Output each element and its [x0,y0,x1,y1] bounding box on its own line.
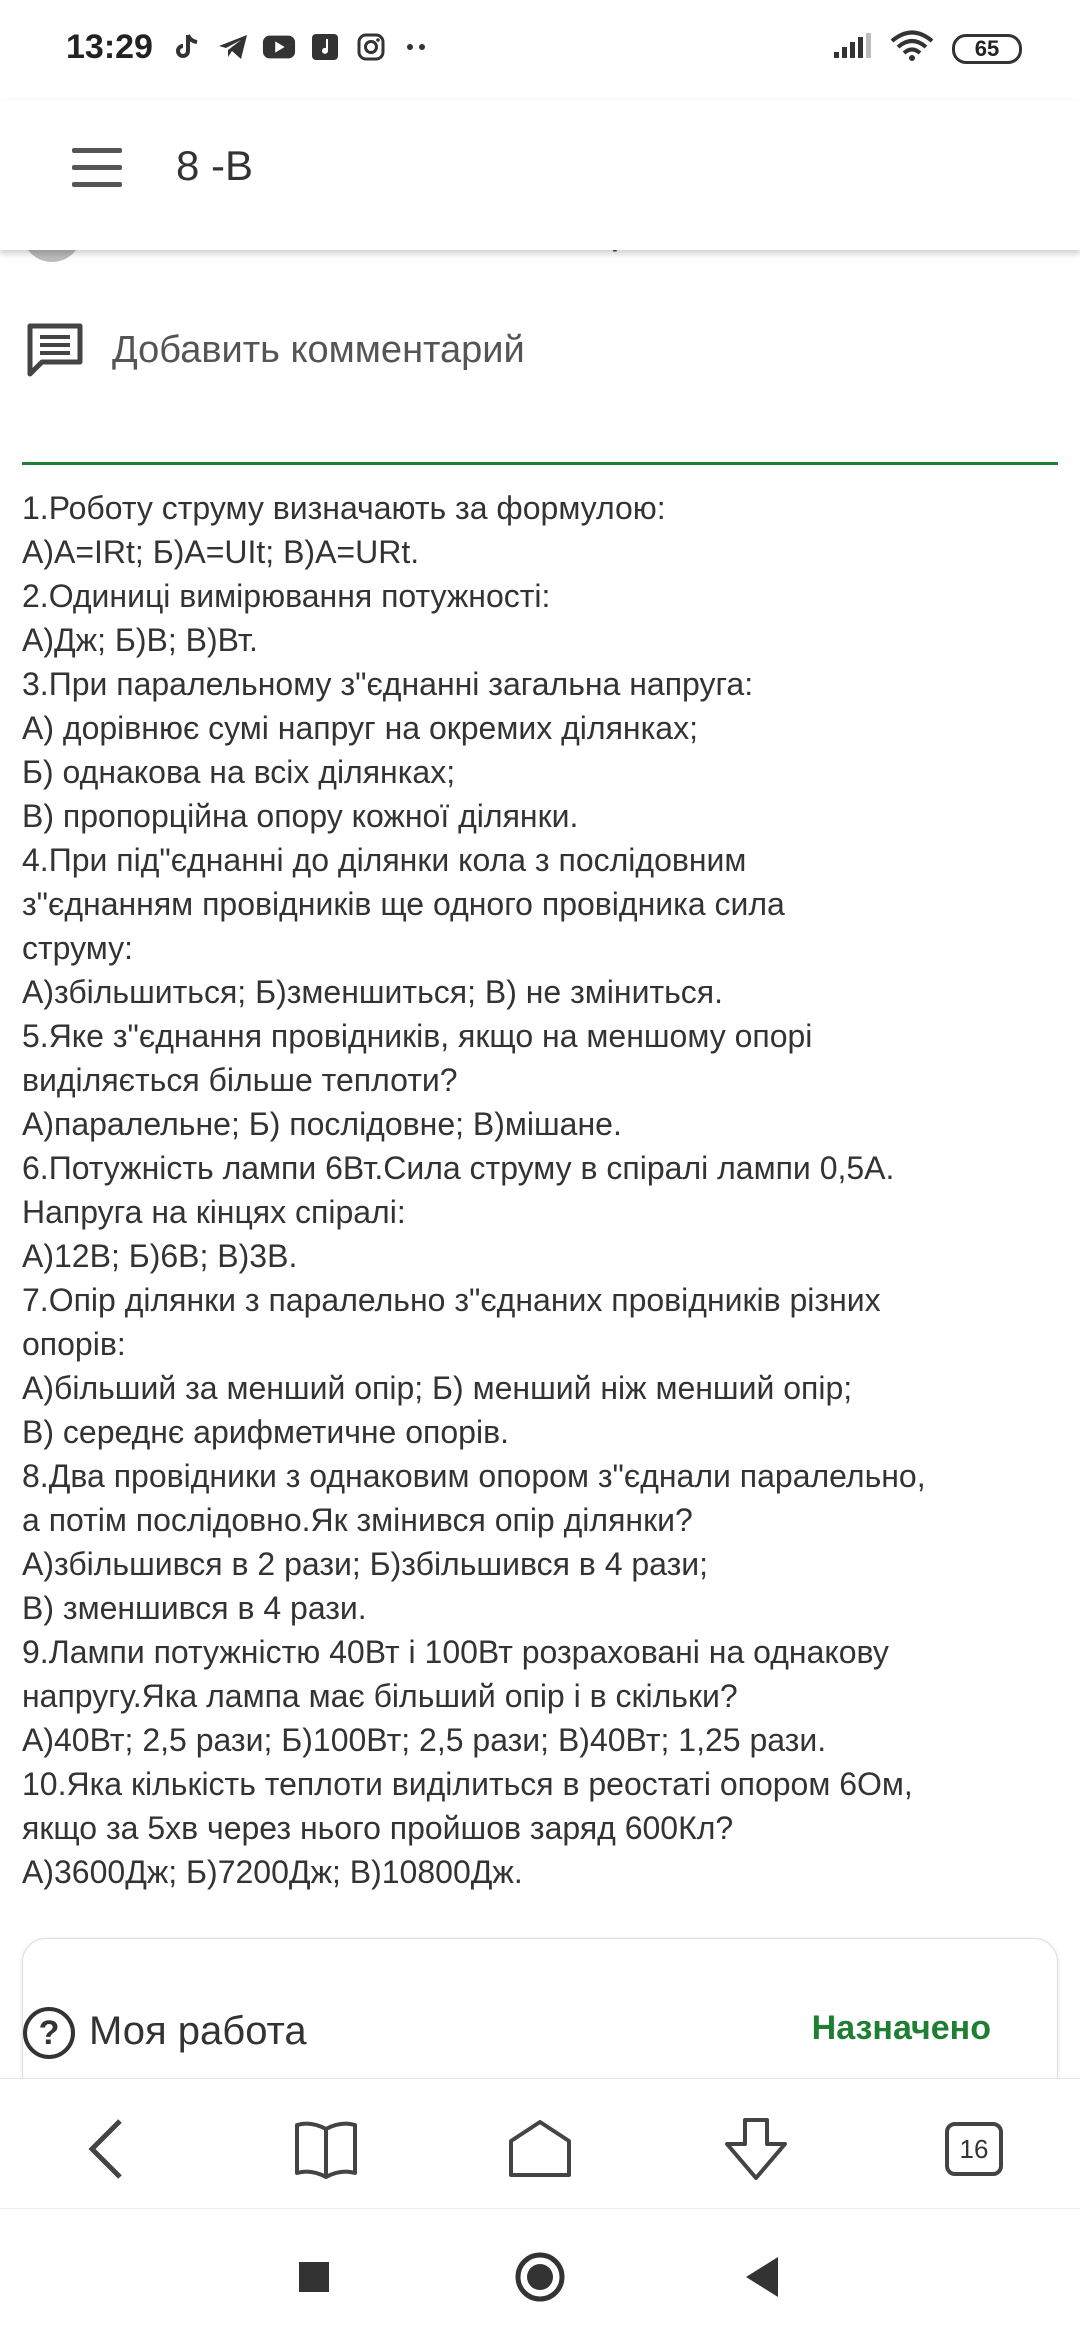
tiktok-icon [170,30,204,64]
question-line: 9.Лампи потужністю 40Вт і 100Вт розраховані на однакову [22,1634,889,1670]
system-back-button[interactable] [730,2245,794,2309]
comment-divider [22,462,1058,465]
menu-button[interactable] [72,148,124,192]
assignment-status: Назначено [811,2009,991,2047]
tabs-count: 16 [945,2122,1003,2176]
class-title: 8 -В [176,142,254,189]
download-icon [723,2116,789,2182]
recents-button[interactable] [282,2245,346,2309]
reading-mode-button[interactable] [286,2109,366,2189]
question-line: з"єднанням провідників ще одного провідника сила [22,886,785,922]
youtube-icon [262,30,296,64]
question-line: 7.Опір ділянки з паралельно з"єднаних провідників різних [22,1282,881,1318]
question-line: 1.Роботу струму визначають за формулою: [22,490,666,526]
question-line: 6.Потужність лампи 6Вт.Сила струму в спіралі лампи 0,5А. [22,1150,895,1186]
my-work-label: Моя работа [89,2009,307,2053]
question-line: В) середнє арифметичне опорів. [22,1414,509,1450]
question-line: напругу.Яка лампа має більший опір і в скільки? [22,1678,738,1714]
my-work-card[interactable] [22,1938,1058,2098]
question-line: 2.Одиниці вимірювання потужності: [22,578,551,614]
question-line: 5.Яке з"єднання провідників, якщо на меншому опорі [22,1018,813,1054]
question-line: опорів: [22,1326,126,1362]
book-icon [293,2119,359,2179]
question-line: струму: [22,930,133,966]
question-line: 3.При паралельному з"єднанні загальна напруга: [22,666,754,702]
home-icon [507,2119,573,2179]
battery-indicator: 65 [952,34,1022,64]
music-icon [308,30,342,64]
question-line: В) пропорційна опору кожної ділянки. [22,798,579,834]
question-line: 8.Два провідники з однаковим опором з"єднали паралельно, [22,1458,926,1494]
home-button[interactable] [500,2109,580,2189]
menu-line [72,165,122,170]
status-time: 13:29 [66,28,153,66]
instagram-icon [354,30,388,64]
menu-line [72,148,122,153]
system-home-button[interactable] [508,2245,572,2309]
download-button[interactable] [716,2109,796,2189]
back-button[interactable] [66,2109,146,2189]
tabs-button[interactable] [934,2109,1014,2189]
question-line: Б) однакова на всіх ділянках; [22,754,456,790]
status-bar [0,0,1080,100]
status-indicators [832,30,1022,67]
question-line: виділяється більше теплоти? [22,1062,458,1098]
app-bar [0,100,1080,250]
triangle-back-icon [742,2255,782,2299]
add-comment-label: Добавить комментарий [112,328,525,371]
more-notifications-icon [400,30,434,64]
wifi-icon [890,30,934,67]
chevron-left-icon [86,2117,126,2181]
system-nav-bar [0,2208,1080,2340]
question-line: А)збільшиться; Б)зменшиться; В) не зміниться. [22,974,723,1010]
status-app-icons [170,30,434,64]
question-line: А)А=ІRt; Б)А=UІt; В)А=URt. [22,534,420,570]
question-line: А)паралельне; Б) послідовне; В)мішане. [22,1106,622,1142]
question-line: якщо за 5хв через нього пройшов заряд 600Кл? [22,1810,734,1846]
question-line: А)40Вт; 2,5 рази; Б)100Вт; 2,5 рази; В)40Вт; 1,25 рази. [22,1722,827,1758]
signal-icon [832,32,872,65]
question-line: В) зменшився в 4 рази. [22,1590,367,1626]
circle-icon [514,2251,566,2303]
question-line: А) дорівнює сумі напруг на окремих ділянках; [22,710,698,746]
help-icon[interactable]: ? [23,2007,75,2059]
square-icon [297,2260,331,2294]
question-line: 4.При під"єднанні до ділянки кола з послідовним [22,842,747,878]
question-line: А)більший за менший опір; Б) менший ніж менший опір; [22,1370,853,1406]
question-line: А)збільшився в 2 рази; Б)збільшився в 4 рази; [22,1546,709,1582]
question-line: 10.Яка кількість теплоти виділиться в реостаті опором 6Ом, [22,1766,913,1802]
browser-toolbar [0,2078,1080,2208]
telegram-icon [216,30,250,64]
menu-line [72,182,122,187]
question-line: А)12В; Б)6В; В)3В. [22,1238,298,1274]
question-line: а потім послідовно.Як змінився опір ділянки? [22,1502,693,1538]
question-line: А)Дж; Б)В; В)Вт. [22,622,258,658]
add-comment-button[interactable] [26,322,525,378]
question-line: А)3600Дж; Б)7200Дж; В)10800Дж. [22,1854,523,1890]
assignment-text [22,486,1062,1894]
question-line: Напруга на кінцях спіралі: [22,1194,406,1230]
comment-icon [26,322,84,378]
